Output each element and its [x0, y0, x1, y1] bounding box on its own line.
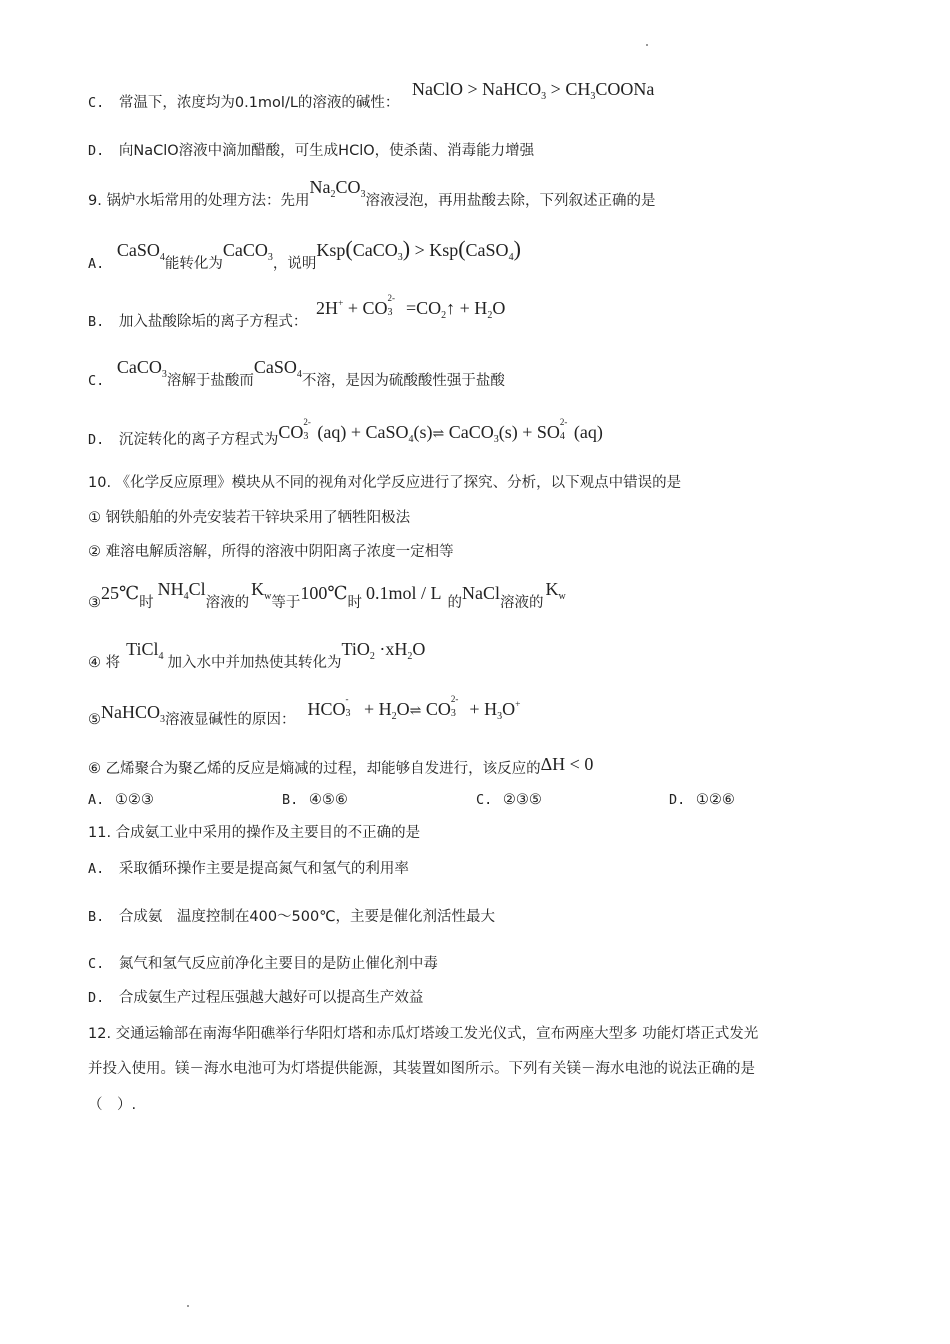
- corner-mark-top: [646, 44, 648, 46]
- q10-option-a: A. ①②③: [88, 792, 154, 808]
- q11-option-c: C. 氮气和氢气反应前净化主要目的是防止催化剂中毒: [88, 956, 438, 972]
- q9-stem: 9. 锅炉水垢常用的处理方法：先用$Na_2CO_3$溶液浸泡，再用盐酸去除，下列叙述正确的是: [88, 177, 656, 209]
- q10-option-d: D. ①②⑥: [669, 792, 735, 808]
- q10-statement-5: ⑤NaHCO$_3$溶液显碱性的原因：HCO - 3 + $H_2O\rightleftharpoons$ CO 2- 3 + $H_3O^+$: [88, 694, 521, 728]
- q9-option-a: A. CaSO$_4$能转化为CaCO$_3$，说明Ksp(CaCO$_3$) > Ksp(CaSO$_4$): [88, 236, 521, 272]
- q8-option-d: D. 向NaClO溶液中滴加醋酸，可生成HClO，使杀菌、消毒能力增强: [88, 143, 535, 159]
- q9-option-b: B. 加入盐酸除垢的离子方程式： 2H+ + CO 2- 3 $=CO_2↑ + H_2O$: [88, 293, 506, 330]
- q11-option-a: A. 采取循环操作主要是提高氮气和氢气的利用率: [88, 861, 409, 877]
- q11-option-b: B. 合成氨 温度控制在400～500℃，主要是催化剂活性最大: [88, 909, 496, 925]
- q10-option-c: C. ②③⑤: [476, 792, 542, 808]
- q11-option-d: D. 合成氨生产过程压强越大越好可以提高生产效益: [88, 990, 424, 1006]
- q10-statement-4: ④ 将TiCl$_4$ 加入水中并加热使其转化为$TiO_2 \cdot xH_2O$: [88, 639, 426, 671]
- q9-option-c: C. CaCO$_3$溶解于盐酸而CaSO$_4$不溶，是因为硫酸酸性强于盐酸: [88, 357, 505, 389]
- q12-stem-line-1: 12. 交通运输部在南海华阳礁举行华阳灯塔和赤瓜灯塔竣工发光仪式，宣布两座大型多 功能灯塔正式发光: [88, 1026, 759, 1042]
- q9-stem-chem: $Na_2CO_3$: [309, 177, 366, 200]
- q9-option-d: D. 沉淀转化的离子方程式为CO 2- 3 (aq) + CaSO$_4$(s)⇌ CaCO$_3$(s) + SO 2- 4 (aq): [88, 417, 603, 448]
- q10-statement-1: ① 钢铁船舶的外壳安装若干锌块采用了牺牲阳极法: [88, 510, 411, 526]
- corner-mark-bottom: [187, 1305, 189, 1307]
- q8-option-c: C. 常温下，浓度均为0.1mol/L的溶液的碱性： NaClO > NaHCO$_3$ > $CH_3COONa$: [88, 79, 655, 111]
- q10-stem: 10. 《化学反应原理》模块从不同的视角对化学反应进行了探究、分析，以下观点中错误的是: [88, 475, 682, 491]
- q12-stem-line-3: （ ）.: [88, 1097, 137, 1113]
- q8-c-formula: NaClO > NaHCO$_3$ > $CH_3COONa$: [412, 79, 655, 102]
- q10-statement-3: ③25℃时$NH_4Cl$溶液的$K_w$等于100℃时 0.1mol / L 的NaCl溶液的$K_w$: [88, 579, 566, 611]
- q11-stem: 11. 合成氨工业中采用的操作及主要目的不正确的是: [88, 825, 421, 841]
- q10-statement-2: ② 难溶电解质溶解，所得的溶液中阴阳离子浓度一定相等: [88, 544, 454, 560]
- q10-option-b: B. ④⑤⑥: [282, 792, 348, 808]
- q12-stem-line-2: 并投入使用。镁－海水电池可为灯塔提供能源，其装置如图所示。下列有关镁－海水电池的说法正确的是: [88, 1061, 755, 1077]
- q10-statement-6: ⑥ 乙烯聚合为聚乙烯的反应是熵减的过程，却能够自发进行，该反应的ΔH < 0: [88, 754, 594, 777]
